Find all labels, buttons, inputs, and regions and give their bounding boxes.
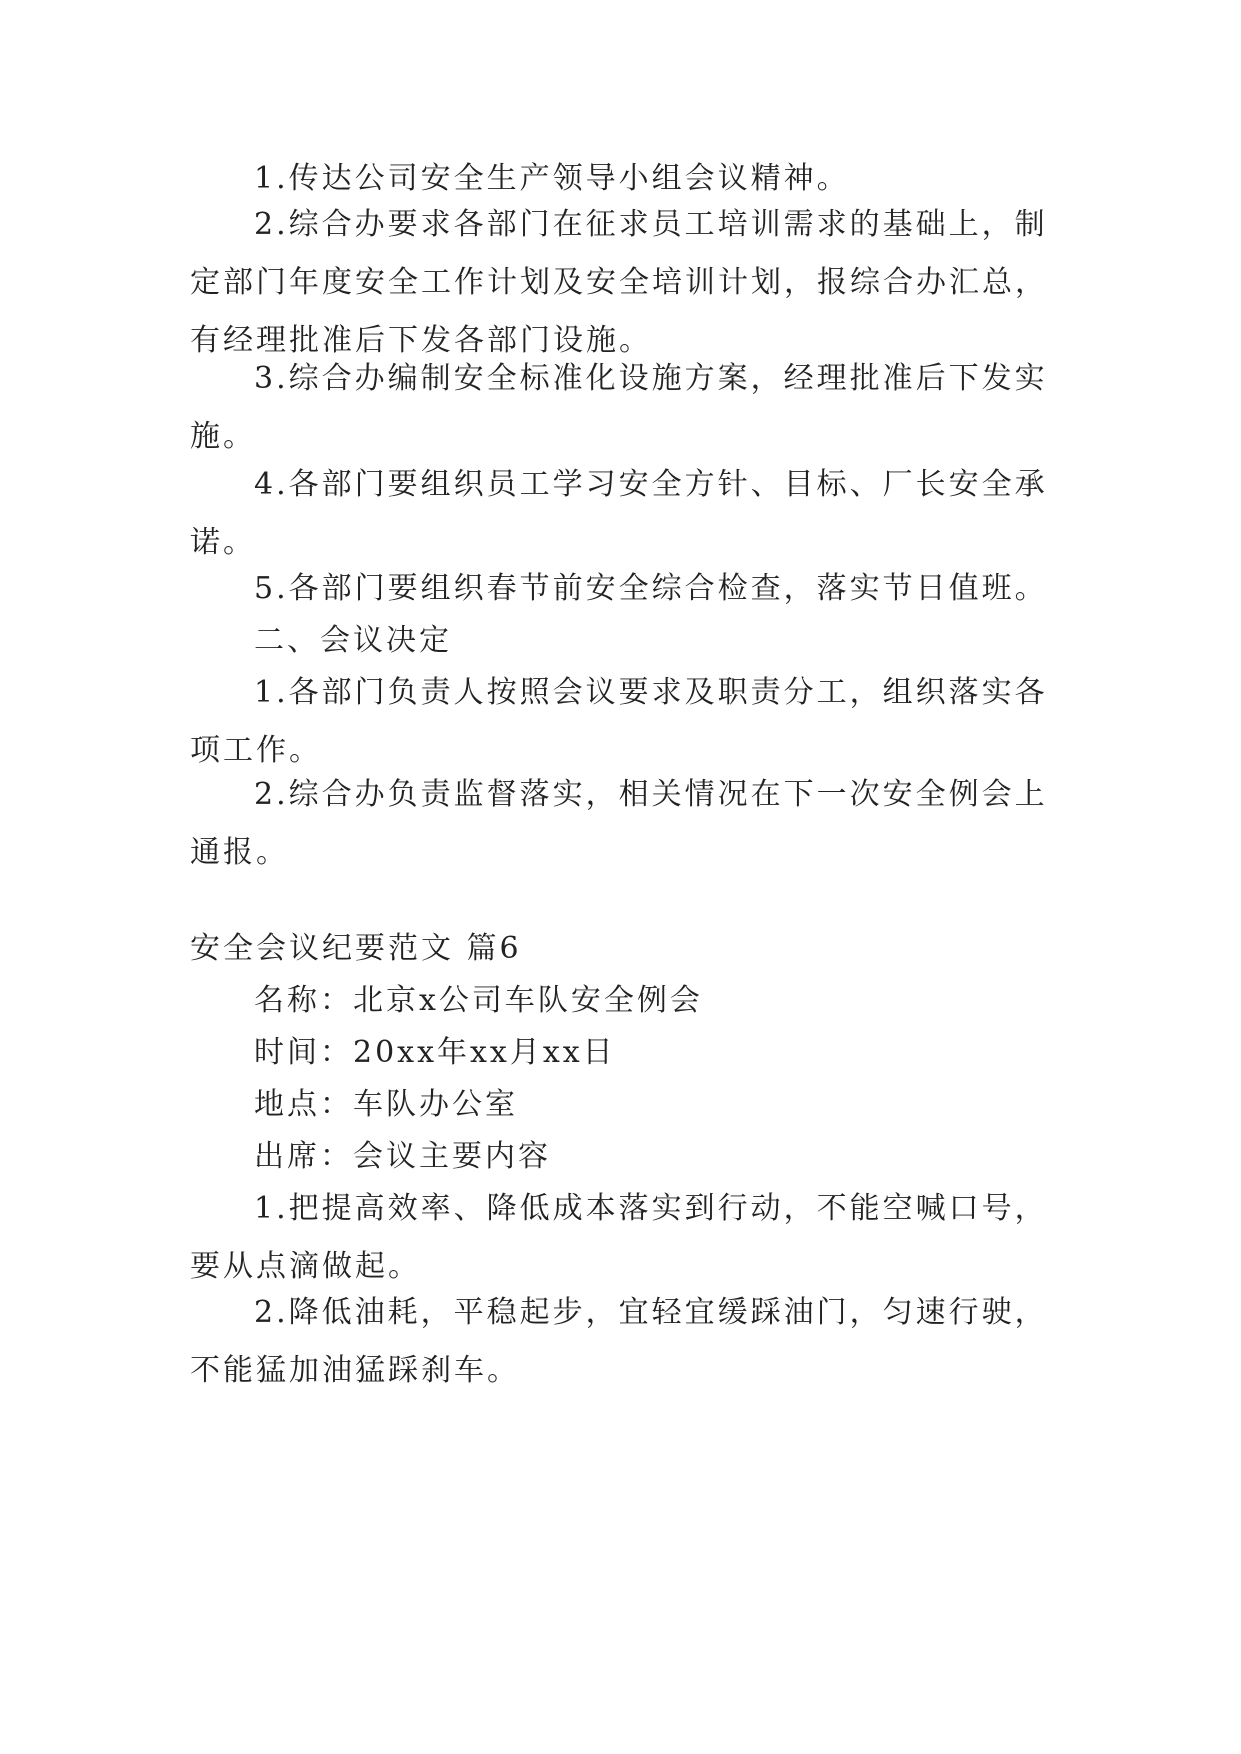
section-heading: 二、会议决定: [254, 623, 452, 658]
article-title: 安全会议纪要范文 篇6: [190, 931, 522, 966]
paragraph: 1.把提高效率、降低成本落实到行动，不能空喊口号，要从点滴做起。: [190, 1191, 1048, 1284]
paragraph: 1.各部门负责人按照会议要求及职责分工，组织落实各项工作。: [190, 675, 1048, 768]
meeting-place: 地点：车队办公室: [254, 1087, 518, 1122]
paragraph: 4.各部门要组织员工学习安全方针、目标、厂长安全承诺。: [190, 467, 1048, 560]
paragraph: 5.各部门要组织春节前安全综合检查，落实节日值班。: [254, 571, 1048, 606]
paragraph: 3.综合办编制安全标准化设施方案，经理批准后下发实施。: [190, 361, 1048, 454]
paragraph: 2.综合办负责监督落实，相关情况在下一次安全例会上通报。: [190, 777, 1048, 870]
meeting-time: 时间：20xx年xx月xx日: [254, 1035, 616, 1070]
meeting-attendance: 出席：会议主要内容: [254, 1139, 551, 1174]
paragraph: 2.综合办要求各部门在征求员工培训需求的基础上，制定部门年度安全工作计划及安全培训计划，报综合办汇总，有经理批准后下发各部门设施。: [190, 207, 1048, 358]
meeting-name: 名称：北京x公司车队安全例会: [254, 983, 703, 1018]
paragraph: 2.降低油耗，平稳起步，宜轻宜缓踩油门，匀速行驶，不能猛加油猛踩刹车。: [190, 1295, 1048, 1388]
paragraph: 1.传达公司安全生产领导小组会议精神。: [254, 161, 850, 196]
